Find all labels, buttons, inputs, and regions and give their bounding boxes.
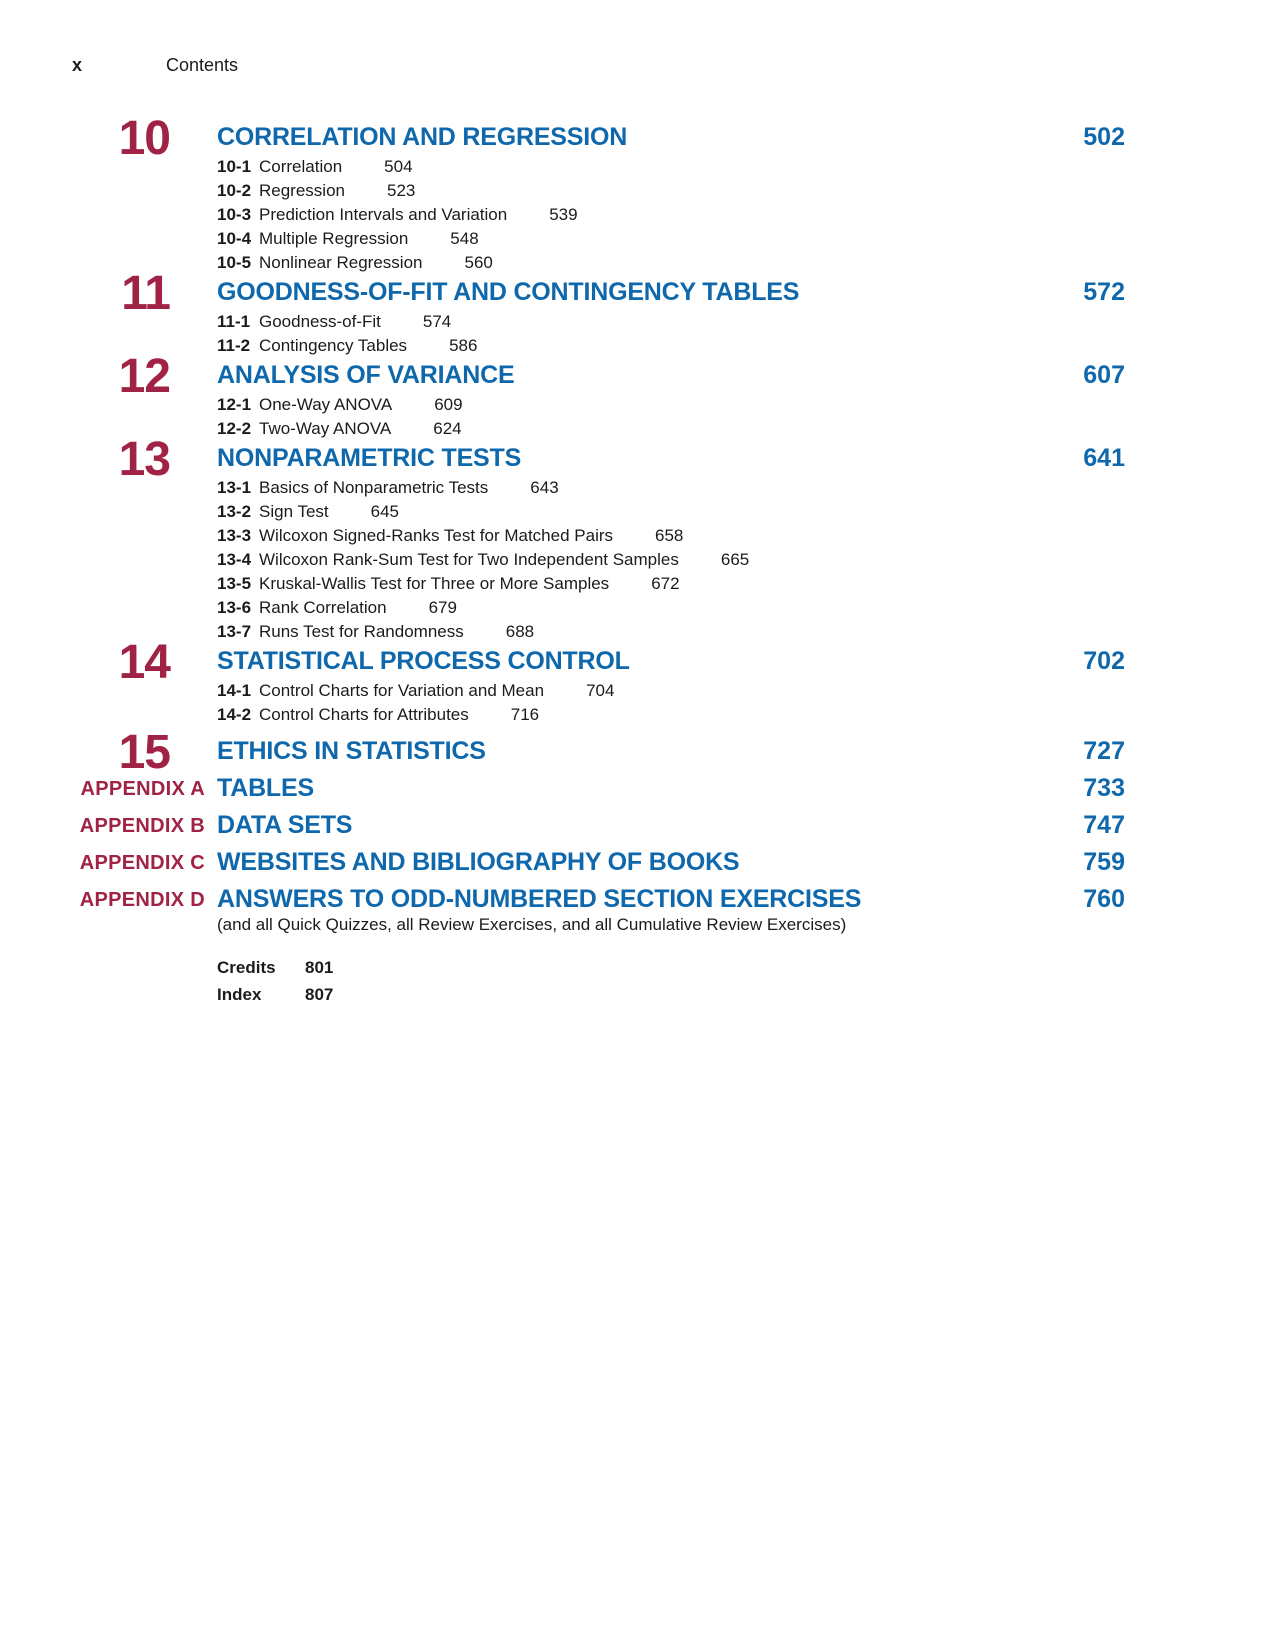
section-row [217, 227, 1125, 251]
chapter-entry [72, 726, 1125, 779]
entry-title-row [217, 886, 1125, 912]
chapter-page-number: 759 [1083, 848, 1125, 876]
section-number: 14-2 [217, 705, 252, 724]
chapter-title: NONPARAMETRIC TESTS [217, 444, 522, 472]
entry-title-row [217, 849, 1125, 875]
section-list [217, 679, 1125, 727]
section-row [217, 524, 1125, 548]
backmatter [217, 954, 333, 1008]
section-number: 13-4 [217, 550, 252, 569]
entry-main [217, 775, 1125, 801]
entry-title-row [217, 775, 1125, 801]
appendix-label: APPENDIX B [79, 815, 205, 837]
chapter-number: 11 [121, 267, 170, 320]
section-number: 10-3 [217, 205, 252, 224]
appendix-label: APPENDIX A [80, 778, 205, 800]
chapter-title: ANALYSIS OF VARIANCE [217, 361, 515, 389]
section-row [217, 179, 1125, 203]
running-head [72, 54, 238, 76]
section-page-number: 658 [655, 526, 684, 545]
backmatter-row [217, 954, 333, 981]
chapter-entry [72, 636, 1125, 727]
section-title: Runs Test for Randomness [259, 622, 464, 641]
section-title: Wilcoxon Signed-Ranks Test for Matched Pairs [259, 526, 614, 545]
section-page-number: 643 [530, 478, 559, 497]
chapter-entry [72, 267, 1125, 358]
section-title: Sign Test [259, 502, 329, 521]
section-list [217, 393, 1125, 441]
section-title: Contingency Tables [259, 336, 408, 355]
chapter-page-number: 760 [1083, 885, 1125, 913]
section-number: 10-2 [217, 181, 252, 200]
chapter-title: GOODNESS-OF-FIT AND CONTINGENCY TABLES [217, 278, 800, 306]
section-row [217, 310, 1125, 334]
chapter-number: 14 [118, 636, 170, 689]
chapter-title: CORRELATION AND REGRESSION [217, 123, 628, 151]
section-row [217, 417, 1125, 441]
section-title: Wilcoxon Rank-Sum Test for Two Independent Samples [259, 550, 679, 569]
section-page-number: 665 [720, 550, 750, 569]
section-list [217, 155, 1125, 275]
entry-main [217, 124, 1125, 275]
section-title: Prediction Intervals and Variation [259, 205, 508, 224]
section-page-number: 560 [464, 253, 493, 272]
entry-main [217, 738, 1125, 764]
backmatter-page-number: 801 [305, 958, 334, 977]
chapter-title: STATISTICAL PROCESS CONTROL [217, 647, 630, 675]
section-number: 13-6 [217, 598, 252, 617]
section-page-number: 548 [450, 229, 479, 248]
appendix-label: APPENDIX D [79, 889, 205, 911]
section-title: Regression [259, 181, 345, 200]
appendix-title: DATA SETS [217, 811, 353, 839]
chapter-page-number: 641 [1083, 444, 1125, 472]
section-row [217, 251, 1125, 275]
section-number: 13-3 [217, 526, 252, 545]
backmatter-label: Index [217, 985, 262, 1004]
section-page-number: 704 [586, 681, 615, 700]
entry-title-row [217, 738, 1125, 764]
section-number: 14-1 [217, 681, 252, 700]
section-row [217, 572, 1125, 596]
section-number: 12-1 [217, 395, 252, 414]
chapter-entry [72, 433, 1125, 644]
section-number: 10-5 [217, 253, 252, 272]
section-page-number: 574 [422, 312, 452, 331]
section-row [217, 155, 1125, 179]
appendix-entry [72, 775, 1125, 801]
section-title: Correlation [259, 157, 343, 176]
chapter-number: 15 [118, 726, 170, 779]
entry-main [217, 279, 1125, 358]
entry-title-row [217, 648, 1125, 674]
section-row [217, 620, 1125, 644]
section-number: 13-7 [217, 622, 252, 641]
entry-main [217, 648, 1125, 727]
chapter-number: 12 [118, 350, 170, 403]
appendix-title: WEBSITES AND BIBLIOGRAPHY OF BOOKS [217, 848, 740, 876]
backmatter-row [217, 981, 333, 1008]
section-title: Rank Correlation [259, 598, 387, 617]
section-title: Nonlinear Regression [259, 253, 423, 272]
entry-title-row [217, 445, 1125, 471]
entry-main [217, 362, 1125, 441]
section-title: Control Charts for Attributes [259, 705, 469, 724]
entry-main [217, 812, 1125, 838]
table-of-contents [72, 112, 1125, 937]
chapter-page-number: 572 [1083, 278, 1125, 306]
appendix-entry [72, 812, 1125, 838]
chapter-page-number: 747 [1083, 811, 1125, 839]
section-page-number: 523 [387, 181, 416, 200]
entry-title-row [217, 812, 1125, 838]
appendix-entry [72, 849, 1125, 875]
section-page-number: 645 [370, 502, 399, 521]
section-row [217, 703, 1125, 727]
section-row [217, 500, 1125, 524]
section-list [217, 476, 1125, 644]
entry-main [217, 445, 1125, 644]
section-title: Multiple Regression [259, 229, 409, 248]
section-page-number: 679 [428, 598, 457, 617]
section-row [217, 596, 1125, 620]
entry-title-row [217, 362, 1125, 388]
running-head-title: Contents [166, 55, 239, 75]
section-title: Basics of Nonparametric Tests [259, 478, 489, 497]
chapter-number: 13 [118, 433, 170, 486]
chapter-entry [72, 350, 1125, 441]
section-page-number: 688 [505, 622, 535, 641]
section-page-number: 672 [651, 574, 680, 593]
section-row [217, 548, 1125, 572]
entry-main [217, 849, 1125, 875]
section-number: 11-2 [217, 336, 251, 355]
appendix-title: TABLES [217, 774, 314, 802]
backmatter-page-number: 807 [305, 985, 334, 1004]
appendix-title: ANSWERS TO ODD-NUMBERED SECTION EXERCISES [217, 885, 862, 913]
section-page-number: 624 [433, 419, 462, 438]
appendix-entry [72, 886, 1125, 937]
chapter-page-number: 727 [1083, 737, 1125, 765]
section-list [217, 310, 1125, 358]
section-page-number: 539 [549, 205, 578, 224]
section-page-number: 586 [449, 336, 478, 355]
chapter-page-number: 733 [1083, 774, 1125, 802]
page-folio: x [72, 55, 83, 75]
entry-main [217, 886, 1125, 937]
section-row [217, 476, 1125, 500]
chapter-page-number: 702 [1083, 647, 1125, 675]
section-number: 11-1 [217, 312, 251, 331]
section-page-number: 504 [384, 157, 413, 176]
section-number: 13-1 [217, 478, 252, 497]
section-title: Control Charts for Variation and Mean [259, 681, 545, 700]
chapter-page-number: 502 [1083, 123, 1125, 151]
chapter-title: ETHICS IN STATISTICS [217, 737, 486, 765]
section-number: 12-2 [217, 419, 252, 438]
chapter-entry [72, 112, 1125, 275]
section-page-number: 716 [510, 705, 540, 724]
section-row [217, 393, 1125, 417]
section-title: Goodness-of-Fit [259, 312, 381, 331]
section-number: 10-4 [217, 229, 252, 248]
entry-title-row [217, 124, 1125, 150]
entry-subtitle: (and all Quick Quizzes, all Review Exercises, and all Cumulative Review Exercises) [217, 915, 847, 934]
section-title: One-Way ANOVA [259, 395, 393, 414]
section-row [217, 334, 1125, 358]
section-page-number: 609 [434, 395, 463, 414]
section-title: Two-Way ANOVA [259, 419, 392, 438]
appendix-label: APPENDIX C [79, 852, 205, 874]
section-row [217, 203, 1125, 227]
section-number: 10-1 [217, 157, 252, 176]
entry-title-row [217, 279, 1125, 305]
section-row [217, 679, 1125, 703]
chapter-number: 10 [118, 112, 170, 165]
backmatter-label: Credits [217, 958, 276, 977]
section-title: Kruskal-Wallis Test for Three or More Samples [259, 574, 610, 593]
chapter-page-number: 607 [1083, 361, 1125, 389]
section-number: 13-2 [217, 502, 252, 521]
section-number: 13-5 [217, 574, 252, 593]
